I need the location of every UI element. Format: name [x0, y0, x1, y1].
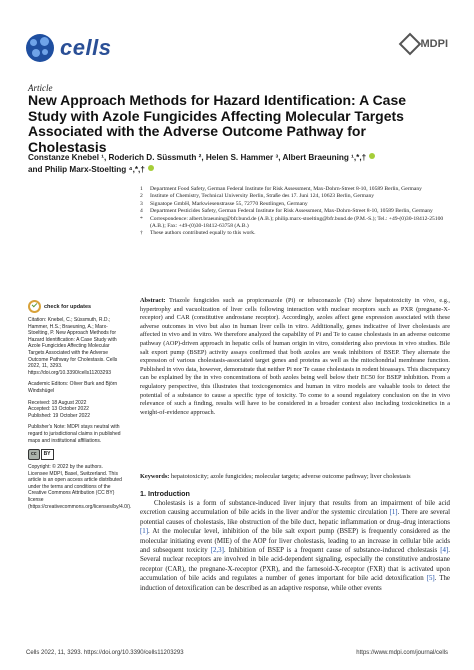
copyright-notice: Copyright: © 2022 by the authors. Licensee MDPI, Basel, Switzerland. This article is an open access article distributed under the terms and conditions of the Creative Commons Attribution (CC BY) license (https://creativecommons.org/licenses/by/4.0/).	[28, 464, 132, 510]
journal-header	[26, 34, 111, 62]
mdpi-logo	[402, 36, 449, 52]
affiliation-number: 1	[140, 186, 143, 192]
orcid-icon[interactable]	[148, 165, 154, 171]
intro-text: . The induction of detoxification can be described as an adaptive response, while other events	[140, 575, 450, 592]
check-updates-label: check for updates	[44, 303, 92, 310]
check-for-updates-button[interactable]	[28, 300, 124, 313]
section-heading: 1. Introduction	[140, 489, 190, 498]
page-footer	[26, 650, 448, 656]
article-type: Article	[28, 83, 53, 93]
author-line	[28, 152, 448, 164]
academic-editors: Academic Editors: Oliver Burk and Björn Windshügel	[28, 381, 118, 394]
citation-link[interactable]: [1]	[140, 528, 149, 536]
affiliation-text: Department Food Safety, German Federal Institute for Risk Assessment, Max-Dohrn-Street 8-10, 10589 Berlin, Germany	[150, 186, 422, 192]
check-updates-icon	[28, 300, 41, 313]
intro-text: Cholestasis is a form of substance-induced liver injury that results from an impairment of bile acid excretion causing accumulation of bile acids in the liver and/or the systemic circulation	[140, 500, 450, 517]
cc-badge-label: cc	[28, 449, 40, 460]
publisher-name: MDPI	[420, 38, 448, 50]
mdpi-diamond-icon	[398, 33, 421, 56]
intro-text: . At the molecular level, inhibition of the bile salt export pump (BSEP) is frequently considered as the molecular initiating event (MIE) of the AOP for liver cholestasis, leading to an increase in cellular bile acids and subsequent toxicity	[140, 528, 450, 555]
author-names: and Philip Marx-Stoelting ⁴,*,†	[28, 165, 145, 174]
affiliation-number: †	[140, 230, 143, 237]
affiliation-number: 4	[140, 208, 143, 215]
affiliation-text: Signatope GmbH, Markwiesenstrasse 55, 72770 Reutlingen, Germany	[150, 200, 308, 207]
received-date: Received: 18 August 2022	[28, 399, 87, 406]
published-date: Published: 19 October 2022	[28, 412, 90, 419]
dates-block	[28, 400, 124, 420]
intro-text: . Several nuclear receptors are involved in bile acid-dependent signaling, especially the constitutive androstane receptor (CAR), the pregnane-X-receptor (PXR), and the farnesoid-X-receptor (FXR) that is activated upon accumulation of bile acids and regulates a number of genes important for bile acid detoxification	[140, 547, 450, 583]
affiliation-item	[140, 208, 450, 215]
affiliation-text: These authors contributed equally to this work.	[150, 230, 256, 237]
article-title: New Approach Methods for Hazard Identification: A Case Study with Azole Fungicides Affecting Molecular Targets Associated with the Adverse Outcome Pathway for Cholestasis	[28, 92, 407, 155]
introduction-paragraph	[140, 499, 450, 593]
affiliation-number: 2	[140, 193, 143, 200]
author-line	[28, 164, 448, 176]
affiliation-number: *	[140, 215, 143, 222]
correspondence	[140, 216, 450, 231]
intro-text: . Inhibition of BSEP is a frequent cause of substance-induced cholestasis	[223, 547, 441, 555]
article-sidebar	[28, 300, 132, 515]
abstract-text: Triazole fungicides such as propiconazole (Pi) or tebuconazole (Te) show hepatotoxicity in vivo, e.g., hypertrophy and vacuolization of liver cells following interaction with nuclear receptors such as PXR (pregnane-X-receptor) and CAR (constitutive androstane receptor). Accordingly, azoles affect gene expression associated with these adverse outcomes in vivo but also in human liver cells in vitro. Additionally, genes indicative of liver cholestasis are affected in vivo and in vitro. We therefore analyzed the capability of Pi and Te to cause cholestasis in an adverse outcome pathway (AOP)-driven approach in hepatic cells of human origin in vitro, considering also previous in vivo studies. Bile salt export pump (BSEP) activity assays confirmed that both azoles are weak inhibitors of BSEP. They alternate the expression of various cholestasis-associated target genes and proteins as well as the mitochondrial membrane function. Published in vivo data, however, demonstrate that neither Pi nor Te cause cholestasis in rodent bioassays. This discrepancy can be explained by the in vivo concentrations of both azoles being well below their EC50 for BSEP inhibition. From a regulatory perspective, this illustrates that toxicogenomics and human in vitro models are valuable tools to detect the potential of a substance to cause a specific type of toxicity. To come to a sound regulatory conclusion on the in vivo relevance of such a finding, results will have to be considered in a broader context also including toxicokinetics in a weight-of-evidence approach.	[140, 297, 450, 416]
affiliation-item	[140, 193, 450, 200]
cells-journal-icon	[26, 34, 54, 62]
footer-citation[interactable]: Cells 2022, 11, 3293. https://doi.org/10.3390/cells11203293	[26, 650, 184, 656]
by-badge-label: BY	[41, 449, 54, 460]
affiliation-text: Institute of Chemistry, Technical University Berlin, Straße des 17. Juni 124, 10623 Berlin, Germany	[150, 193, 375, 200]
footer-journal-url[interactable]: https://www.mdpi.com/journal/cells	[356, 650, 448, 656]
citation-link[interactable]: [1]	[389, 509, 398, 517]
journal-name: cells	[60, 35, 112, 60]
cc-by-license-icon[interactable]	[28, 449, 124, 460]
abstract	[140, 297, 450, 417]
affiliations	[140, 186, 450, 238]
citation-link[interactable]: [2,3]	[210, 547, 224, 555]
keywords	[140, 473, 450, 482]
keywords-label: Keywords:	[140, 473, 170, 480]
author-list	[28, 152, 448, 176]
publisher-note: Publisher's Note: MDPI stays neutral with regard to jurisdictional claims in published maps and institutional affiliations.	[28, 424, 121, 444]
equal-contribution-note	[140, 230, 450, 237]
affiliation-text: Department Pesticides Safety, German Federal Institute for Risk Assessment, Max-Dohrn-Street 8-10, 10589 Berlin, Germany	[150, 208, 433, 215]
keywords-text: hepatotoxicity; azole fungicides; molecular targets; adverse outcome pathway; liver cholestasis	[170, 473, 411, 480]
abstract-label: Abstract:	[140, 297, 166, 304]
affiliation-number: 3	[140, 200, 143, 207]
author-names: Constanze Knebel ¹, Roderich D. Süssmuth ², Helen S. Hammer ³, Albert Braeuning ¹,*,†	[28, 153, 367, 162]
citation-block: Citation: Knebel, C.; Süssmuth, R.D.; Hammer, H.S.; Braeuning, A.; Marx-Stoelting, P. New Approach Methods for Hazard Identification: A Case Study with Azole Fungicides Affecting Molecular Targets Associated with the Adverse Outcome Pathway for Cholestasis. Cells 2022, 11, 3293. https://doi.org/10.3390/cells11203293	[28, 317, 118, 376]
citation-link[interactable]: [5]	[426, 575, 435, 583]
correspondence-text[interactable]: Correspondence: albert.braeuning@bfr.bund.de (A.B.); philip.marx-stoelting@bfr.bund.de (P.M.-S.); Tel.: +49-(0)30-18412-25100 (A.B.); Fax: +49-(0)30-18412-63758 (A.B.)	[150, 215, 444, 230]
orcid-icon[interactable]	[369, 153, 375, 159]
accepted-date: Accepted: 13 October 2022	[28, 406, 89, 413]
intro-text: . There are several potential causes of cholestasis, like obstruction of the bile duct, hepatic inflammation or drug–drug interactions	[140, 509, 450, 526]
citation-link[interactable]: [4]	[440, 547, 449, 555]
